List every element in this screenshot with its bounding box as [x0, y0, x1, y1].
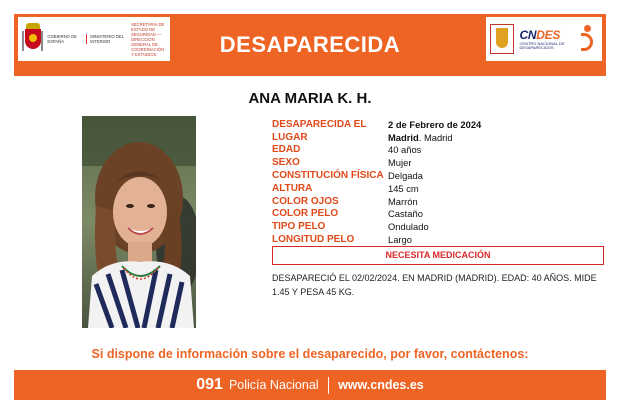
details-table: [272, 118, 612, 246]
detail-value: Castaño: [388, 208, 423, 220]
detail-label: EDAD: [272, 144, 301, 156]
cndes-crest-icon: [490, 24, 514, 54]
person-photo: [82, 116, 196, 328]
website-link[interactable]: www.cndes.es: [338, 378, 424, 392]
detail-value: 2 de Febrero de 2024: [388, 118, 482, 130]
medical-notice-badge: NECESITA MEDICACIÓN: [272, 246, 604, 265]
detail-label: LONGITUD PELO: [272, 234, 355, 246]
ministry-name: MINISTERIO DEL INTERIOR: [86, 34, 127, 44]
cndes-logo: [486, 17, 602, 61]
footer-banner: [14, 370, 606, 400]
person-name: ANA MARIA K. H.: [248, 90, 372, 107]
detail-row: [272, 195, 612, 208]
detail-label: ALTURA: [272, 182, 313, 194]
detail-value: 145 cm: [388, 182, 419, 194]
detail-value: Delgada: [388, 170, 423, 182]
detail-value: Marrón: [388, 195, 418, 207]
detail-value: Madrid. Madrid: [388, 131, 453, 143]
detail-value: Ondulado: [388, 221, 429, 233]
detail-label: COLOR PELO: [272, 208, 339, 220]
detail-value: 40 años: [388, 144, 422, 156]
poster-title: DESAPARECIDA: [219, 32, 401, 57]
case-description: DESAPARECIÓ EL 02/02/2024. EN MADRID (MADRID). EDAD: 40 AÑOS. MIDE 1.45 Y PESA 45 KG.: [272, 273, 597, 297]
detail-value: Mujer: [388, 157, 412, 169]
contact-prompt: Si dispone de información sobre el desaparecido, por favor, contáctenos:: [91, 347, 529, 361]
detail-row: [272, 131, 612, 144]
department-name: SECRETARÍA DE ESTADO DE SEGURIDAD — DIRECCIÓN GENERAL DE COORDINACIÓN Y ESTUDIOS: [131, 21, 165, 57]
detail-row: [272, 156, 612, 169]
detail-label: DESAPARECIDA EL: [272, 118, 367, 130]
detail-row: [272, 182, 612, 195]
cndes-person-icon: [578, 25, 596, 53]
footer-divider: [328, 377, 330, 394]
gov-name: GOBIERNO DE ESPAÑA: [47, 34, 77, 44]
detail-value: Largo: [388, 234, 412, 246]
detail-row: [272, 233, 612, 246]
detail-label: CONSTITUCIÓN FÍSICA: [272, 170, 384, 182]
cndes-wordmark: CNDES: [519, 27, 561, 42]
phone-organization: Policía Nacional: [228, 378, 319, 392]
detail-row: [272, 118, 612, 131]
phone-number: 091: [196, 376, 223, 393]
detail-row: [272, 169, 612, 182]
detail-label: TIPO PELO: [272, 221, 326, 233]
detail-label: COLOR OJOS: [272, 195, 339, 207]
detail-row: [272, 144, 612, 157]
detail-label: LUGAR: [272, 131, 308, 143]
header-banner: [14, 14, 606, 76]
detail-row: [272, 208, 612, 221]
detail-row: [272, 220, 612, 233]
person-photo-image: [82, 116, 196, 328]
detail-label: SEXO: [272, 157, 300, 169]
cndes-subtitle: CENTRO NACIONAL DE DESAPARECIDOS: [519, 40, 565, 50]
